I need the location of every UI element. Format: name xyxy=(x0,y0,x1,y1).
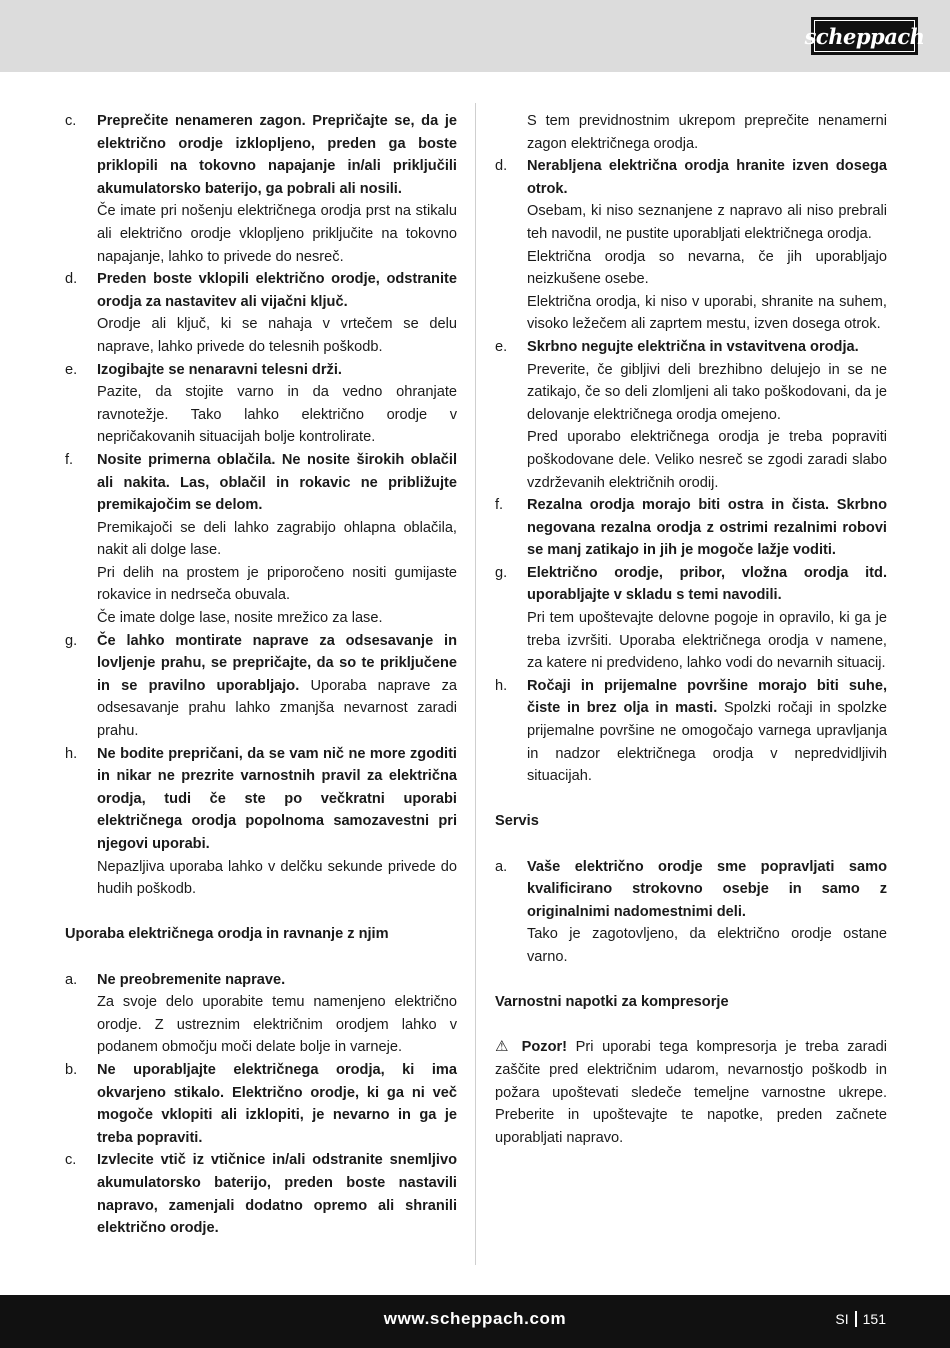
list-item xyxy=(65,449,457,630)
list-item xyxy=(65,359,457,449)
item-bold-text: Preden boste vklopili električno orodje, odstranite orodja za nastavitev ali vijačni ključ. xyxy=(97,271,457,310)
warning-text: Pri uporabi tega kompresorja je treba zaradi zaščite pred električnim udarom, nevarnostjo poškodb in požara upoštevati sledeče temeljne varnostne ukrepe. Preberite in upoštevajte te napotke, preden začnete uporabljati napravo. xyxy=(495,1039,887,1146)
item-label: e. xyxy=(495,338,508,355)
item-text: Spolzki ročaji in spolzke prijemalne površine ne omogočajo varnega upravljanja in nadzor električnega orodja v nepredvidljivih situacijah. xyxy=(527,700,887,785)
item-bold-text: Ne bodite prepričani, da se vam nič ne more zgoditi in nikar ne prezrite varnostnih pravil za električna orodja, tudi če ste po večkratni uporabi električnega orodja popolnoma samozavestni pri njegovi uporabi. xyxy=(97,745,457,852)
item-bold-text: Ročaji in prijemalne površine morajo biti suhe, čiste in brez olja in masti. xyxy=(527,677,887,717)
item-bold-text: Ne preobremenite naprave. xyxy=(97,971,286,988)
item-text: Uporaba naprave za odsesavanje prahu lahko zmanjša nevarnost zaradi prahu. xyxy=(97,677,457,740)
item-label: h. xyxy=(495,677,508,694)
item-label: g. xyxy=(65,632,78,649)
list-item xyxy=(65,268,457,358)
item-label: g. xyxy=(495,564,508,581)
page-footer xyxy=(0,1295,950,1348)
warning-paragraph xyxy=(495,1036,887,1149)
item-text: Pri tem upoštevajte delovne pogoje in opravilo, ki ga je treba izvršiti. Uporaba električnega orodja v namene, za katere ni predvideno, lahko vodi do nevarnih situacij. xyxy=(527,610,887,672)
item-text: Za svoje delo uporabite temu namenjeno električno orodje. Z ustreznim električnim orodjem lahko v podanem območju moči delate bolje in varneje. xyxy=(97,994,457,1056)
item-bold-text: Skrbno negujte električna in vstavitvena orodja. xyxy=(527,338,859,355)
item-bold-text: Vaše električno orodje sme popravljati samo kvalificirano strokovno osebje in samo z originalnimi nadomestnimi deli. xyxy=(527,858,887,920)
section-heading-kompresorji: Varnostni napotki za kompresorje xyxy=(495,994,729,1011)
item-text: Električna orodja, ki niso v uporabi, shranite na suhem, visoko ležečem ali zaprtem mestu, izven dosega otrok. xyxy=(527,293,887,333)
column-divider xyxy=(475,103,476,1265)
item-label: f. xyxy=(495,497,504,514)
item-label: h. xyxy=(65,745,78,762)
list-item xyxy=(65,743,457,901)
item-text: Pri delih na prostem je priporočeno nositi gumijaste rokavice in nedrseča obuvala. xyxy=(97,564,457,604)
item-label: a. xyxy=(65,971,78,988)
list-item xyxy=(65,1149,457,1239)
item-label: f. xyxy=(65,451,74,468)
item-text: Pazite, da stojite varno in da vedno ohranjate ravnotežje. Tako lahko električno orodje v nepričakovanih situacijah bolje kontrolirate. xyxy=(97,384,457,446)
item-label: e. xyxy=(65,361,78,378)
left-column xyxy=(65,110,457,1240)
list-item xyxy=(495,675,887,788)
item-bold-text: Nosite primerna oblačila. Ne nosite širokih oblačil ali nakita. Las, oblačil in rokavic ne približujte premikajočim se delom. xyxy=(97,451,457,514)
item-label: a. xyxy=(495,858,508,875)
item-label: d. xyxy=(495,158,508,175)
item-label: b. xyxy=(65,1061,78,1078)
item-bold-text: Izvlecite vtič iz vtičnice in/ali odstranite snemljivo akumulatorsko baterijo, preden boste nastavili napravo, zamenjali dodatno opremo ali shranili električno orodje. xyxy=(97,1152,457,1237)
list-item xyxy=(495,856,887,969)
list-item xyxy=(495,494,887,562)
item-bold-text: Ne uporabljajte električnega orodja, ki ima okvarjeno stikalo. Električno orodje, ki ga ni več mogoče vklopiti ali izklopiti, je nevarno in ga je treba popraviti. xyxy=(97,1061,457,1146)
page-number xyxy=(835,1311,886,1327)
page-number-value: 151 xyxy=(862,1311,886,1327)
item-text: Orodje ali ključ, ki se nahaja v vrtečem se delu naprave, lahko privede do telesnih poškodb. xyxy=(97,316,457,355)
page-header xyxy=(0,0,950,72)
item-label: c. xyxy=(65,1152,77,1169)
language-code: SI xyxy=(835,1311,849,1327)
item-bold-text: Električno orodje, pribor, vložna orodja itd. uporabljajte v skladu s temi navodili. xyxy=(527,564,887,604)
item-text: Električna orodja so nevarna, če jih uporabljajo neizkušene osebe. xyxy=(527,248,887,288)
list-item xyxy=(495,155,887,336)
item-bold-text: Nerabljena električna orodja hranite izven dosega otrok. xyxy=(527,158,887,197)
item-label: c. xyxy=(65,113,77,129)
item-text: Če imate pri nošenju električnega orodja prst na stikalu ali električno orodje vklopljeno priključite na tokovno napajanje, lahko to privede do nesreč. xyxy=(97,203,457,265)
item-bold-text: Rezalna orodja morajo biti ostra in čista. Skrbno negovana rezalna orodja z ostrimi rezalnimi robovi se manj zatikajo in jih je mogoče lažje voditi. xyxy=(527,497,887,559)
warning-label: Pozor! xyxy=(513,1039,568,1056)
list-item xyxy=(495,110,887,155)
item-bold-text: Preprečite nenameren zagon. Prepričajte se, da je električno orodje izklopljeno, preden ga boste priklopili na tokovno napajanje in/ali priključili akumulatorsko baterijo, ga pobrali ali nosili. xyxy=(97,113,457,197)
section-heading-servis: Servis xyxy=(495,813,539,830)
item-text: Preverite, če gibljivi deli brezhibno delujejo in se ne zatikajo, če so deli zlomljeni ali tako poškodovani, da je delovanje električnega orodja omejeno. xyxy=(527,361,887,423)
list-item xyxy=(65,110,457,268)
item-text: S tem previdnostnim ukrepom preprečite nenamerni zagon električnega orodja. xyxy=(527,113,887,152)
item-text: Osebam, ki niso seznanjene z napravo ali niso prebrali teh navodil, ne pustite uporabljati električnega orodja. xyxy=(527,203,887,242)
item-text: Pred uporabo električnega orodja je treba popraviti poškodovane dele. Veliko nesreč se zgodi zaradi slabo vzdrževanih električnih orodij. xyxy=(527,429,887,491)
page-separator xyxy=(855,1311,857,1327)
item-text: Premikajoči se deli lahko zagrabijo ohlapna oblačila, nakit ali dolge lase. xyxy=(97,519,457,559)
item-text: Nepazljiva uporaba lahko v delčku sekunde privede do hudih poškodb. xyxy=(97,858,457,898)
item-label: d. xyxy=(65,271,78,288)
list-item xyxy=(65,969,457,1059)
item-bold-text: Izogibajte se nenaravni telesni drži. xyxy=(97,361,342,378)
section-heading: Uporaba električnega orodja in ravnanje z njim xyxy=(65,926,389,943)
list-item xyxy=(65,1059,457,1149)
warning-triangle-icon: ⚠ xyxy=(495,1038,514,1056)
right-column xyxy=(495,110,887,1149)
item-text: Če imate dolge lase, nosite mrežico za lase. xyxy=(97,610,383,627)
list-item xyxy=(495,336,887,494)
item-bold-text: Če lahko montirate naprave za odsesavanje in lovljenje prahu, se prepričajte, da so te priključene in se pravilno uporabljajo. xyxy=(97,632,457,694)
footer-url: www.scheppach.com xyxy=(383,1309,567,1328)
item-text: Tako je zagotovljeno, da električno orodje ostane varno. xyxy=(527,926,887,965)
list-item xyxy=(495,562,887,675)
list-item xyxy=(65,630,457,743)
scheppach-logo: scheppach xyxy=(811,17,918,55)
